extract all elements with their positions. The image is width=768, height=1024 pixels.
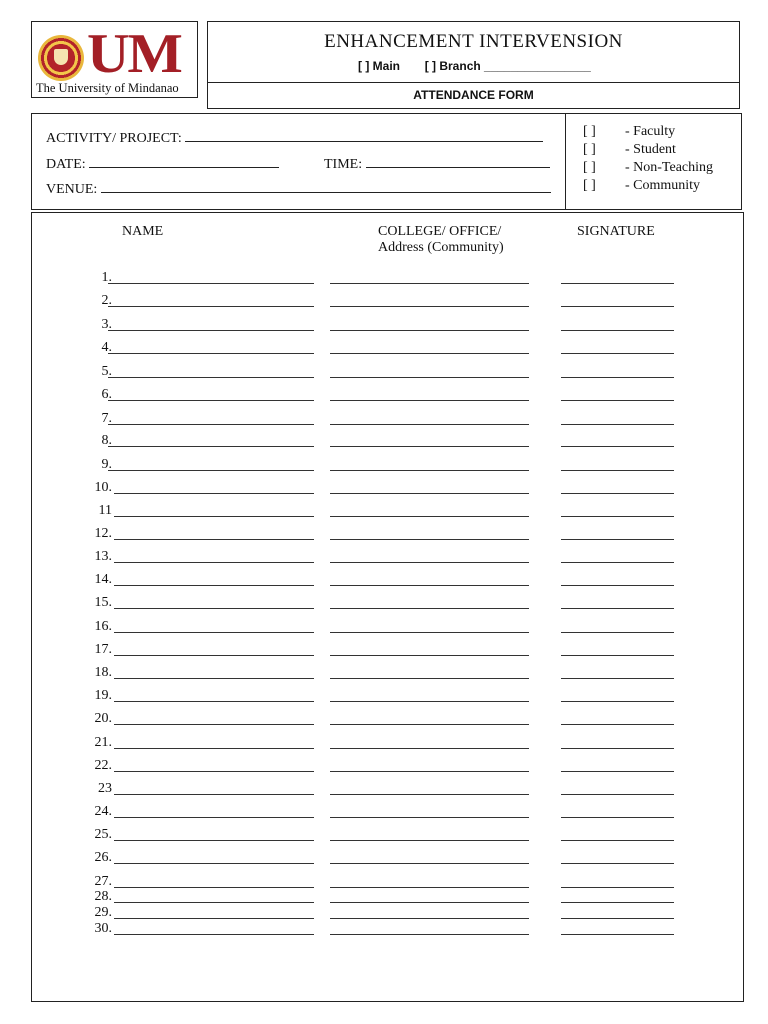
name-line[interactable] — [108, 306, 314, 307]
row-number: 13. — [94, 549, 112, 564]
table-row — [32, 572, 732, 588]
time-field[interactable] — [324, 155, 550, 173]
logo-box — [31, 21, 198, 98]
signature-line[interactable] — [561, 516, 674, 517]
option-checkbox[interactable]: [ ] — [583, 124, 596, 139]
venue-line[interactable] — [101, 180, 551, 193]
name-line[interactable] — [108, 470, 314, 471]
name-line[interactable] — [114, 863, 314, 864]
college-line[interactable] — [330, 608, 529, 609]
row-number: 20. — [94, 711, 112, 726]
row-number: 5. — [101, 364, 112, 379]
signature-line[interactable] — [561, 283, 674, 284]
activity-field[interactable] — [46, 129, 543, 147]
college-line[interactable] — [330, 678, 529, 679]
university-seal-icon — [38, 35, 84, 81]
table-row — [32, 526, 732, 542]
row-number: 1. — [101, 270, 112, 285]
venue-label: VENUE: — [46, 182, 98, 197]
option-checkbox[interactable]: [ ] — [583, 160, 596, 175]
row-number: 25. — [94, 827, 112, 842]
table-row — [32, 850, 732, 866]
college-line[interactable] — [330, 539, 529, 540]
option-non-teaching[interactable] — [583, 160, 713, 176]
venue-field[interactable] — [46, 180, 551, 198]
college-line[interactable] — [330, 771, 529, 772]
attendance-box — [31, 212, 744, 1002]
signature-line[interactable] — [561, 353, 674, 354]
form-subtitle: ATTENDANCE FORM — [413, 88, 534, 102]
row-number: 14. — [94, 572, 112, 587]
title-divider — [208, 82, 739, 83]
signature-line[interactable] — [561, 771, 674, 772]
row-number: 16. — [94, 619, 112, 634]
name-line[interactable] — [114, 918, 314, 919]
table-row — [32, 619, 732, 635]
college-line[interactable] — [330, 585, 529, 586]
name-line[interactable] — [108, 283, 314, 284]
row-number: 28. — [94, 889, 112, 904]
row-number: 3. — [101, 317, 112, 332]
info-divider — [565, 114, 566, 209]
college-line[interactable] — [330, 655, 529, 656]
table-row — [32, 411, 732, 427]
row-number: 30. — [94, 921, 112, 936]
table-row — [32, 804, 732, 820]
signature-line[interactable] — [561, 678, 674, 679]
date-label: DATE: — [46, 157, 86, 172]
title-box — [207, 21, 740, 109]
college-line[interactable] — [330, 863, 529, 864]
signature-line[interactable] — [561, 330, 674, 331]
signature-line[interactable] — [561, 748, 674, 749]
name-line[interactable] — [114, 724, 314, 725]
table-row — [32, 921, 732, 937]
name-line[interactable] — [108, 353, 314, 354]
college-line[interactable] — [330, 934, 529, 935]
name-line[interactable] — [114, 934, 314, 935]
signature-line[interactable] — [561, 400, 674, 401]
row-number: 12. — [94, 526, 112, 541]
table-row — [32, 340, 732, 356]
table-row — [32, 781, 732, 797]
signature-line[interactable] — [561, 424, 674, 425]
college-line[interactable] — [330, 330, 529, 331]
table-row — [32, 549, 732, 565]
option-checkbox[interactable]: [ ] — [583, 178, 596, 193]
info-box — [31, 113, 742, 210]
name-line[interactable] — [114, 771, 314, 772]
name-line[interactable] — [108, 424, 314, 425]
row-number: 7. — [101, 411, 112, 426]
main-checkbox[interactable]: [ ] Main — [358, 59, 400, 73]
table-row — [32, 874, 732, 890]
college-line[interactable] — [330, 516, 529, 517]
row-number: 19. — [94, 688, 112, 703]
signature-line[interactable] — [561, 817, 674, 818]
table-row — [32, 711, 732, 727]
college-line[interactable] — [330, 817, 529, 818]
signature-line[interactable] — [561, 562, 674, 563]
name-line[interactable] — [114, 701, 314, 702]
college-line[interactable] — [330, 424, 529, 425]
table-row — [32, 293, 732, 309]
signature-line[interactable] — [561, 446, 674, 447]
name-line[interactable] — [114, 493, 314, 494]
table-row — [32, 642, 732, 658]
signature-line[interactable] — [561, 902, 674, 903]
college-line[interactable] — [330, 724, 529, 725]
signature-line[interactable] — [561, 493, 674, 494]
row-number: 6. — [101, 387, 112, 402]
option-checkbox[interactable]: [ ] — [583, 142, 596, 157]
college-line[interactable] — [330, 840, 529, 841]
college-line[interactable] — [330, 887, 529, 888]
activity-line[interactable] — [185, 129, 543, 142]
college-line[interactable] — [330, 400, 529, 401]
table-row — [32, 735, 732, 751]
college-line[interactable] — [330, 493, 529, 494]
row-number: 22. — [94, 758, 112, 773]
college-line[interactable] — [330, 446, 529, 447]
college-header-line2: Address (Community) — [378, 240, 504, 255]
table-row — [32, 317, 732, 333]
signature-line[interactable] — [561, 608, 674, 609]
table-row — [32, 665, 732, 681]
signature-line[interactable] — [561, 539, 674, 540]
name-line[interactable] — [114, 539, 314, 540]
college-line[interactable] — [330, 748, 529, 749]
college-header-line1: COLLEGE/ OFFICE/ — [378, 224, 502, 239]
signature-header: SIGNATURE — [577, 224, 655, 239]
college-line[interactable] — [330, 701, 529, 702]
name-line[interactable] — [114, 748, 314, 749]
row-number: 26. — [94, 850, 112, 865]
signature-line[interactable] — [561, 840, 674, 841]
table-row — [32, 433, 732, 449]
signature-line[interactable] — [561, 863, 674, 864]
campus-options — [358, 59, 591, 73]
table-row — [32, 503, 732, 519]
signature-line[interactable] — [561, 377, 674, 378]
name-line[interactable] — [108, 330, 314, 331]
name-line[interactable] — [114, 585, 314, 586]
form-title: ENHANCEMENT INTERVENSION — [324, 31, 623, 52]
name-line[interactable] — [114, 794, 314, 795]
activity-label: ACTIVITY/ PROJECT: — [46, 131, 182, 146]
signature-line[interactable] — [561, 701, 674, 702]
college-line[interactable] — [330, 794, 529, 795]
row-number: 29. — [94, 905, 112, 920]
signature-line[interactable] — [561, 470, 674, 471]
date-field[interactable] — [46, 155, 279, 173]
signature-line[interactable] — [561, 887, 674, 888]
name-line[interactable] — [114, 678, 314, 679]
college-line[interactable] — [330, 470, 529, 471]
logo-wordmark: UM — [87, 23, 181, 85]
name-line[interactable] — [114, 817, 314, 818]
row-number: 21. — [94, 735, 112, 750]
row-number: 10. — [94, 480, 112, 495]
name-line[interactable] — [114, 655, 314, 656]
option-student[interactable] — [583, 142, 676, 158]
college-line[interactable] — [330, 918, 529, 919]
signature-line[interactable] — [561, 632, 674, 633]
signature-line[interactable] — [561, 918, 674, 919]
row-number: 8. — [101, 433, 112, 448]
row-number: 23 — [98, 781, 112, 796]
option-label: - Non-Teaching — [625, 160, 714, 175]
college-line[interactable] — [330, 562, 529, 563]
college-line[interactable] — [330, 377, 529, 378]
row-number: 9. — [101, 457, 112, 472]
college-header — [378, 224, 504, 256]
college-line[interactable] — [330, 283, 529, 284]
row-number: 2. — [101, 293, 112, 308]
row-number: 15. — [94, 595, 112, 610]
table-row — [32, 480, 732, 496]
name-line[interactable] — [114, 632, 314, 633]
name-line[interactable] — [114, 562, 314, 563]
table-row — [32, 758, 732, 774]
row-number: 18. — [94, 665, 112, 680]
time-label: TIME: — [324, 157, 363, 172]
option-label: - Community — [625, 178, 701, 193]
signature-line[interactable] — [561, 934, 674, 935]
table-row — [32, 364, 732, 380]
row-number: 17. — [94, 642, 112, 657]
signature-line[interactable] — [561, 794, 674, 795]
name-line[interactable] — [114, 608, 314, 609]
option-community[interactable] — [583, 178, 700, 194]
table-row — [32, 889, 732, 905]
name-line[interactable] — [114, 516, 314, 517]
table-row — [32, 688, 732, 704]
college-line[interactable] — [330, 306, 529, 307]
row-number: 24. — [94, 804, 112, 819]
name-header: NAME — [122, 224, 164, 239]
college-line[interactable] — [330, 353, 529, 354]
name-line[interactable] — [114, 887, 314, 888]
option-label: - Student — [625, 142, 676, 157]
table-row — [32, 905, 732, 921]
signature-line[interactable] — [561, 724, 674, 725]
row-number: 4. — [101, 340, 112, 355]
branch-checkbox[interactable]: [ ] Branch ________________ — [424, 59, 591, 73]
table-row — [32, 270, 732, 286]
name-line[interactable] — [108, 377, 314, 378]
row-number: 27. — [94, 874, 112, 889]
row-number: 11 — [98, 503, 112, 518]
table-row — [32, 827, 732, 843]
time-line[interactable] — [366, 155, 550, 168]
signature-line[interactable] — [561, 655, 674, 656]
college-line[interactable] — [330, 632, 529, 633]
table-row — [32, 387, 732, 403]
name-line[interactable] — [108, 446, 314, 447]
university-name: The University of Mindanao — [36, 81, 179, 95]
college-line[interactable] — [330, 902, 529, 903]
name-line[interactable] — [114, 902, 314, 903]
signature-line[interactable] — [561, 306, 674, 307]
option-faculty[interactable] — [583, 124, 675, 140]
signature-line[interactable] — [561, 585, 674, 586]
date-line[interactable] — [89, 155, 279, 168]
name-line[interactable] — [108, 400, 314, 401]
name-line[interactable] — [114, 840, 314, 841]
table-row — [32, 595, 732, 611]
option-label: - Faculty — [625, 124, 676, 139]
table-row — [32, 457, 732, 473]
